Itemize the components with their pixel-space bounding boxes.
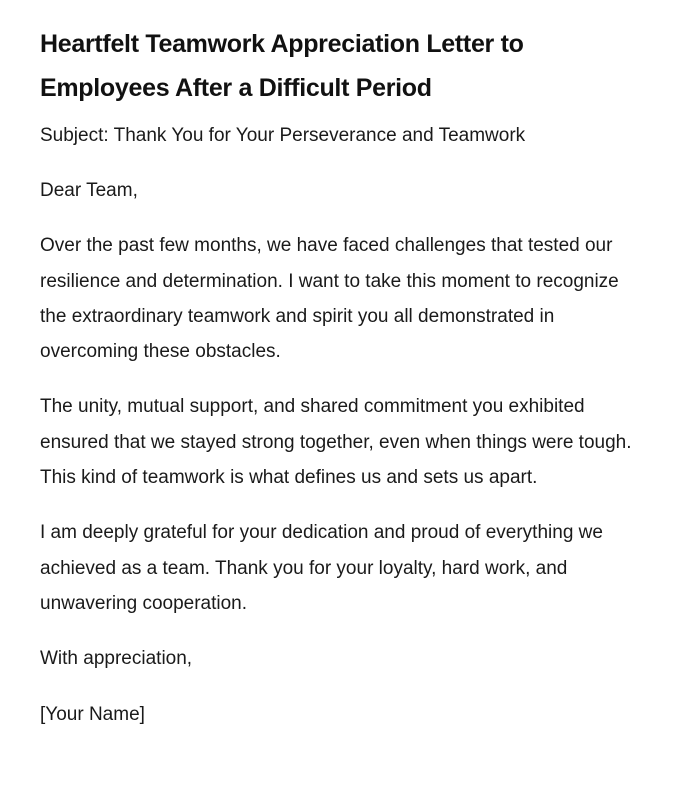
letter-paragraph-2: The unity, mutual support, and shared commitment you exhibited ensured that we stayed strong together, even when things were tough. This kind of teamwork is what defines us and sets us apart.	[40, 396, 632, 489]
letter-closing: With appreciation,	[40, 648, 193, 670]
letter-paragraph-1: Over the past few months, we have faced challenges that tested our resilience and determination. I want to take this moment to recognize the extraordinary teamwork and spirit you all demonstrated in overcoming these obstacles.	[40, 235, 619, 363]
letter-subject: Subject: Thank You for Your Perseverance and Teamwork	[40, 125, 526, 146]
letter-title: Heartfelt Teamwork Appreciation Letter to Employees After a Difficult Period	[40, 30, 524, 102]
letter-salutation: Dear Team,	[40, 180, 138, 201]
letter-signature: [Your Name]	[40, 703, 145, 725]
letter-paragraph-3: I am deeply grateful for your dedication and proud of everything we achieved as a team. Thank you for your loyalty, hard work, and unwavering cooperation.	[40, 522, 603, 614]
